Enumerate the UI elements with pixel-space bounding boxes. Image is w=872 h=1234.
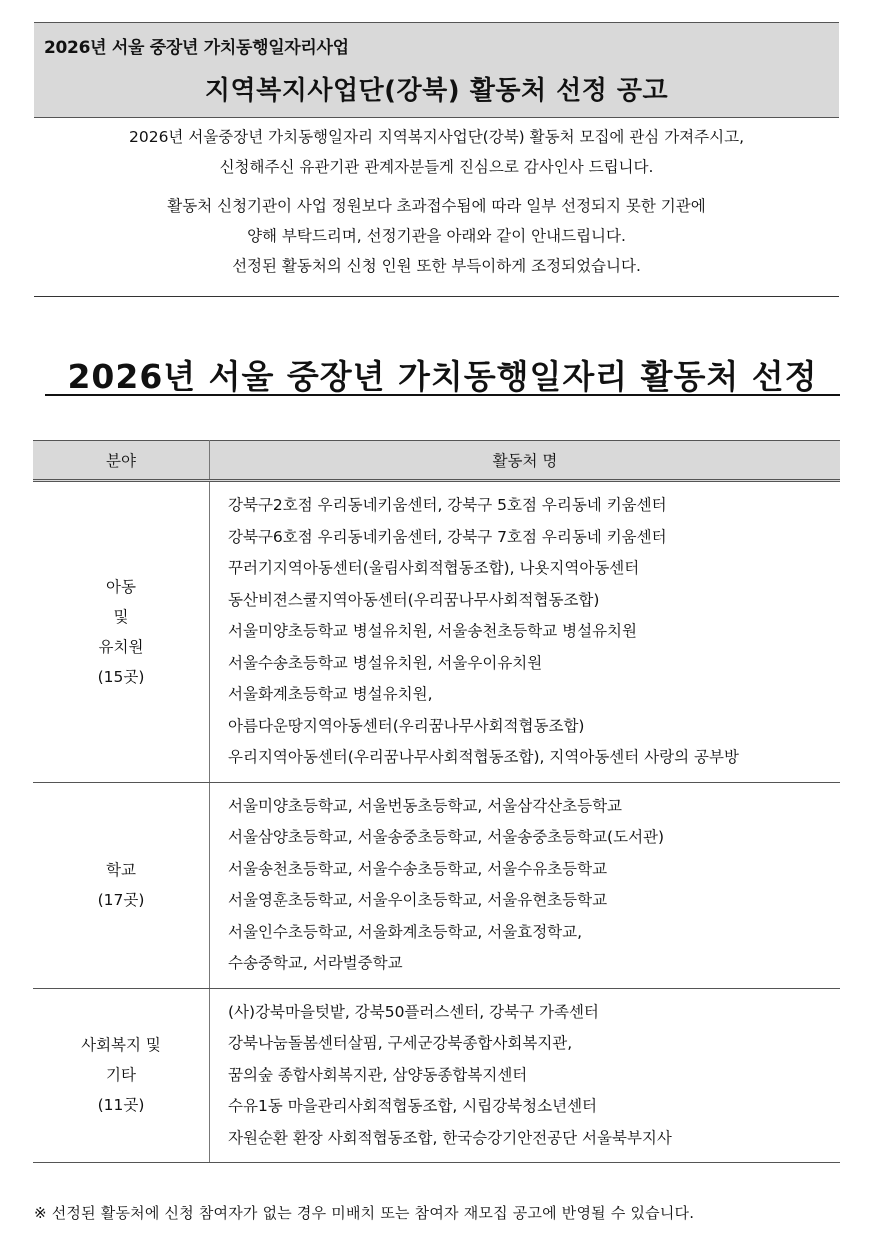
category-line: 기타 <box>106 1066 136 1085</box>
site-line: 서울미양초등학교 병설유치원, 서울송천초등학교 병설유치원 <box>228 622 638 640</box>
sites-cell <box>210 988 841 1163</box>
site-line: 서울수송초등학교 병설유치원, 서울우이유치원 <box>228 653 543 672</box>
sites-cell <box>210 481 841 783</box>
category-cell <box>33 988 210 1163</box>
site-line: 강북구6호점 우리동네키움센터, 강북구 7호점 우리동네 키움센터 <box>228 527 667 546</box>
category-cell <box>33 481 210 783</box>
notice-header <box>34 22 839 118</box>
intro-line: 신청해주신 유관기관 관계자분들게 진심으로 감사인사 드립니다. <box>219 158 654 176</box>
main-title <box>45 348 840 396</box>
category-line: 유치원 <box>98 637 144 656</box>
site-line: 서울송천초등학교, 서울수송초등학교, 서울수유초등학교 <box>228 859 608 878</box>
site-line: (사)강북마을텃밭, 강북50플러스센터, 강북구 가족센터 <box>228 1002 599 1021</box>
site-line: 자원순환 환장 사회적협동조합, 한국승강기안전공단 서울북부지사 <box>228 1128 672 1147</box>
site-line: 수송중학교, 서라벌중학교 <box>228 954 403 972</box>
category-line: 학교 <box>106 861 136 879</box>
site-line: 서울미양초등학교, 서울번동초등학교, 서울삼각산초등학교 <box>228 796 623 815</box>
column-header-category: 분야 <box>33 441 210 481</box>
site-line: 서울영훈초등학교, 서울우이초등학교, 서울유현초등학교 <box>228 891 608 909</box>
category-line: 사회복지 및 <box>81 1036 161 1055</box>
intro-paragraph-1 <box>34 122 839 182</box>
site-line: 동산비젼스쿨지역아동센터(우리꿈나무사회적협동조합) <box>228 590 600 609</box>
site-line: 강북나눔돌봄센터살핌, 구세군강북종합사회복지관, <box>228 1034 573 1052</box>
footnote: ※ 선정된 활동처에 신청 참여자가 없는 경우 미배치 또는 참여자 재모집 공고에 반영될 수 있습니다. <box>34 1204 695 1222</box>
category-count: (15곳) <box>97 667 145 686</box>
header-subtitle: 2026년 서울 중장년 가치동행일자리사업 <box>44 38 349 58</box>
site-line: 서울인수초등학교, 서울화계초등학교, 서울효정학교, <box>228 922 583 941</box>
site-line: 서울삼양초등학교, 서울송중초등학교, 서울송중초등학교(도서관) <box>228 828 665 846</box>
intro-text <box>34 118 839 297</box>
intro-paragraph-2 <box>34 191 839 281</box>
intro-line: 활동처 신청기관이 사업 정원보다 초과접수됨에 따라 일부 선정되지 못한 기관에 <box>167 197 706 215</box>
category-cell <box>33 782 210 988</box>
header-title: 지역복지사업단(강북) 활동처 선정 공고 <box>204 76 669 106</box>
selected-sites-table <box>33 440 840 1163</box>
site-line: 서울화계초등학교 병설유치원, <box>228 685 433 703</box>
column-header-sites: 활동처 명 <box>210 441 841 481</box>
intro-line: 선정된 활동처의 신청 인원 또한 부득이하게 조정되었습니다. <box>232 257 641 275</box>
site-line: 수유1동 마을관리사회적협동조합, 시립강북청소년센터 <box>228 1097 598 1115</box>
table-row <box>33 481 840 783</box>
category-line: 및 <box>113 607 129 626</box>
category-count: (11곳) <box>97 1096 145 1115</box>
table-header-row <box>33 441 840 481</box>
intro-line: 양해 부탁드리며, 선정기관을 아래와 같이 안내드립니다. <box>247 227 626 245</box>
site-line: 꾸러기지역아동센터(울림사회적협동조합), 나욧지역아동센터 <box>228 559 640 577</box>
sites-cell <box>210 782 841 988</box>
intro-line: 2026년 서울중장년 가치동행일자리 지역복지사업단(강북) 활동처 모집에 관심 가져주시고, <box>128 128 744 146</box>
category-count: (17곳) <box>97 891 145 909</box>
table-row <box>33 988 840 1163</box>
site-line: 강북구2호점 우리동네키움센터, 강북구 5호점 우리동네 키움센터 <box>228 496 667 514</box>
site-line: 우리지역아동센터(우리꿈나무사회적협동조합), 지역아동센터 사랑의 공부방 <box>228 748 739 766</box>
main-title-text: 2026년 서울 중장년 가치동행일자리 활동처 선정 <box>67 357 818 396</box>
table-row <box>33 782 840 988</box>
site-line: 꿈의숲 종합사회복지관, 삼양동종합복지센터 <box>228 1065 528 1084</box>
site-line: 아름다운땅지역아동센터(우리꿈나무사회적협동조합) <box>228 716 585 735</box>
category-line: 아동 <box>106 577 136 596</box>
